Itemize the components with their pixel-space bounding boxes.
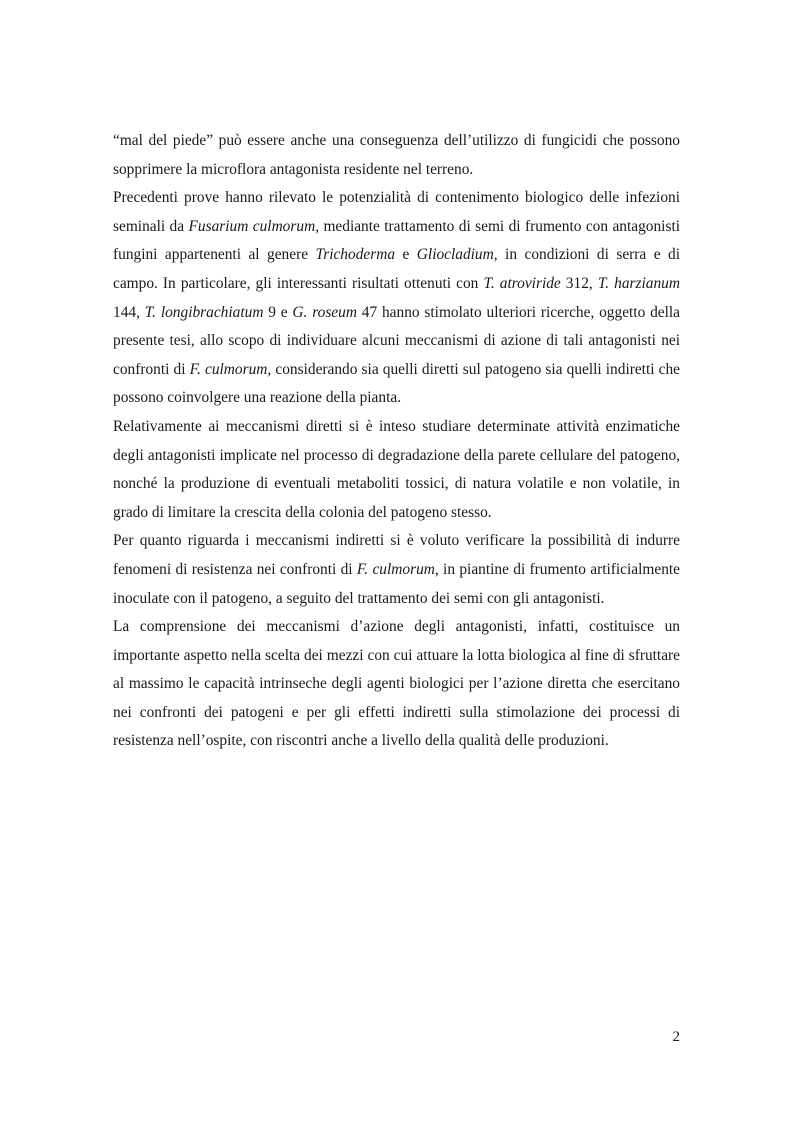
italic-run: F. culmorum, <box>356 560 439 578</box>
italic-run: G. roseum <box>292 303 357 321</box>
text-run: Precedenti prove hanno rilevato le potenzialità di contenimento biologico delle infezioni seminali da <box>113 189 680 235</box>
text-run: considerando sia quelli diretti sul patogeno sia quelli indiretti che possono coinvolgere una reazione della pianta. <box>113 360 680 407</box>
italic-run: F. culmorum, <box>189 360 272 378</box>
page-number: 2 <box>672 1029 680 1045</box>
italic-run: T. atroviride <box>483 274 561 292</box>
text-run: in piantine di frumento artificialmente inoculate con il patogeno, a seguito del trattamento dei semi con gli antagonisti. <box>113 560 680 607</box>
italic-run: Gliocladium, <box>416 246 498 264</box>
paragraph <box>113 527 680 613</box>
italic-run: T. harzianum <box>597 274 680 292</box>
text-run: 312, <box>560 274 598 292</box>
paragraph <box>113 127 680 184</box>
text-run: 47 hanno stimolato ulteriori ricerche, oggetto della presente tesi, allo scopo di individuare alcuni meccanismi di azione di tali antagonisti nei confronti di <box>113 303 680 378</box>
italic-run: Trichoderma <box>315 246 396 264</box>
paragraph <box>113 413 680 527</box>
paragraph <box>113 184 680 413</box>
italic-run: Fusarium culmorum <box>188 217 316 235</box>
text-run: Per quanto riguarda i meccanismi indiretti si è voluto verificare la possibilità di indurre fenomeni di resistenza nei confronti di <box>113 532 680 578</box>
text-run: , mediante trattamento di semi di frumento con antagonisti fungini appartenenti al genere <box>113 217 680 264</box>
body-text <box>113 127 680 756</box>
text-run: Relativamente ai meccanismi diretti si è inteso studiare determinate attività enzimatiche degli antagonisti implicate nel processo di degradazione della parete cellulare del patogeno, nonché la produzione di eventuali metaboliti tossici, di natura volatile e non volatile, in grado di limitare la crescita della colonia del patogeno stesso. <box>113 417 680 521</box>
text-run: La comprensione dei meccanismi d’azione degli antagonisti, infatti, costituisce un importante aspetto nella scelta dei mezzi con cui attuare la lotta biologica al fine di sfruttare al massimo le capacità intrinseche degli agenti biologici per l’azione diretta che esercitano nei confronti dei patogeni e per gli effetti indiretti sulla stimolazione dei processi di resistenza nell’ospite, con riscontri anche a livello della qualità delle produzioni. <box>113 618 680 750</box>
text-run: 144, <box>113 303 145 321</box>
text-run: “mal del piede” può essere anche una conseguenza dell’utilizzo di fungicidi che possono sopprimere la microflora antagonista residente nel terreno. <box>113 132 680 178</box>
text-run: in condizioni di serra e di campo. In particolare, gli interessanti risultati ottenuti con <box>113 246 680 292</box>
italic-run: T. longibrachiatum <box>144 303 264 321</box>
text-run: e <box>395 246 417 264</box>
text-run: 9 e <box>263 303 293 321</box>
paragraph <box>113 613 680 756</box>
